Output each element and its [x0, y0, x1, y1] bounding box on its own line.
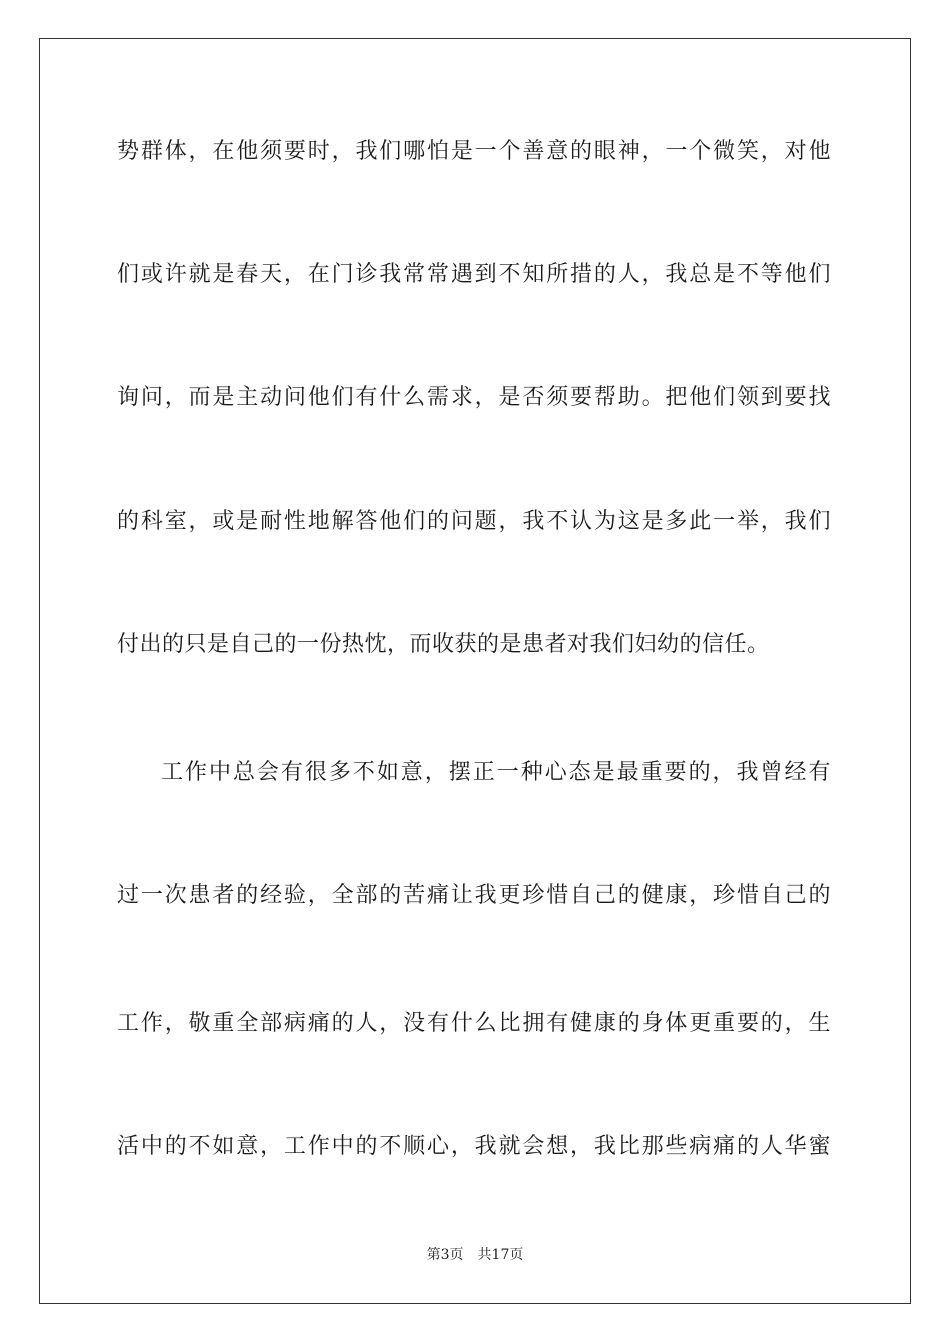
paragraph-line: 付出的只是自己的一份热忱，而收获的是患者对我们妇幼的信任。 [117, 632, 770, 657]
paragraph-line: 们或许就是春天，在门诊我常常遇到不知所措的人，我总是不等他们 [117, 262, 831, 287]
page-footer [0, 1246, 950, 1264]
page-number: 第3页 [426, 1247, 464, 1263]
paragraph-line: 活中的不如意，工作中的不顺心，我就会想，我比那些病痛的人华蜜 [117, 1134, 831, 1159]
paragraph-line: 势群体，在他须要时，我们哪怕是一个善意的眼神，一个微笑，对他 [117, 139, 831, 164]
paragraph-line: 工作中总会有很多不如意，摆正一种心态是最重要的，我曾经有 [161, 760, 831, 785]
paragraph-line: 工作，敬重全部病痛的人，没有什么比拥有健康的身体更重要的，生 [117, 1011, 831, 1036]
paragraph-line: 的科室，或是耐性地解答他们的问题，我不认为这是多此一举，我们 [117, 509, 831, 534]
paragraph-line: 询问，而是主动问他们有什么需求，是否须要帮助。把他们领到要找 [117, 385, 831, 410]
page-border [39, 38, 911, 1304]
page-total: 共17页 [477, 1247, 524, 1263]
paragraph-line: 过一次患者的经验，全部的苦痛让我更珍惜自己的健康，珍惜自己的 [117, 883, 831, 908]
